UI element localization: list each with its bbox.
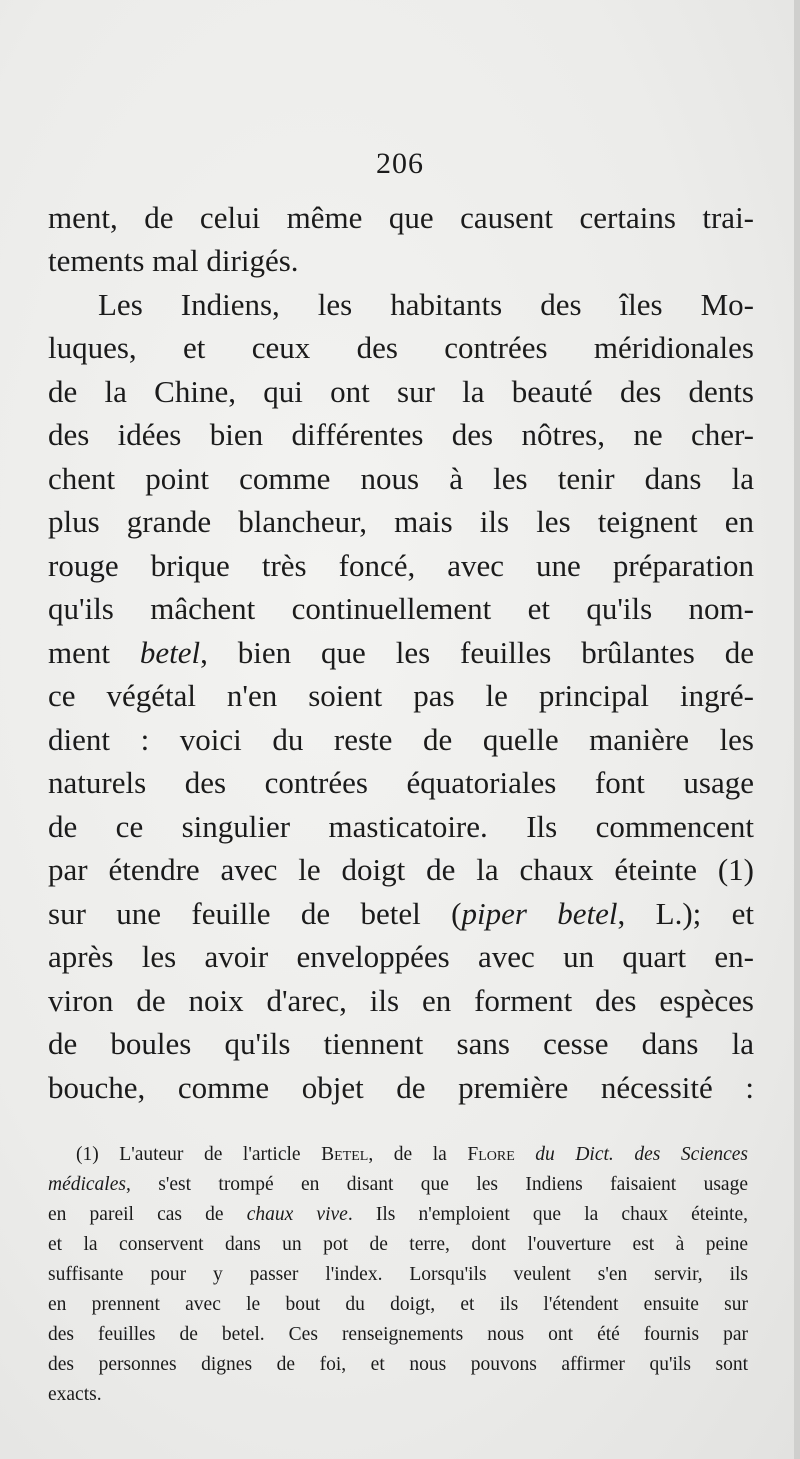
footnote-run: en pareil cas de (48, 1204, 247, 1225)
footnote-line: suffisante pour y passer l'index. Lorsqu'ils veulent s'en servir, ils (48, 1264, 748, 1285)
footnote-line: en prennent avec le bout du doigt, et ils l'étendent ensuite sur (48, 1294, 748, 1315)
footnote-line: des personnes dignes de foi, et nous pouvons affirmer qu'ils sont (48, 1354, 748, 1375)
body-line: Les Indiens, les habitants des îles Mo- (98, 287, 754, 322)
footnote-line (48, 1200, 748, 1230)
body-line: par étendre avec le doigt de la chaux éteinte (1) (48, 852, 754, 887)
footnote-line (76, 1140, 748, 1170)
italic-term: piper betel (461, 896, 618, 931)
body-line: bouche, comme objet de première nécessité : (48, 1070, 754, 1105)
footnote-run: , de la (368, 1144, 468, 1165)
body-line: ment, de celui même que causent certains trai- (48, 200, 754, 235)
body-line: chent point comme nous à les tenir dans la (48, 461, 754, 496)
footnote-run: (1) L'auteur de l'article (76, 1144, 322, 1165)
body-line: qu'ils mâchent continuellement et qu'ils nom- (48, 591, 754, 626)
work-title: du Dict. des Sciences (514, 1144, 748, 1165)
work-name: Flore (467, 1144, 515, 1165)
body-text-run: sur une feuille de betel ( (48, 896, 462, 931)
body-line: luques, et ceux des contrées méridionales (48, 330, 754, 365)
footnote-line (48, 1170, 748, 1200)
page-edge (794, 0, 800, 1459)
body-line: de ce singulier masticatoire. Ils commencent (48, 809, 754, 844)
body-line: plus grande blancheur, mais ils les teignent en (48, 504, 754, 539)
footnote-run: , s'est trompé en disant que les Indiens faisaient usage (125, 1174, 748, 1195)
work-title: médicales (48, 1174, 126, 1195)
body-line: ce végétal n'en soient pas le principal ingré- (48, 678, 754, 713)
body-line (48, 631, 754, 674)
footnote-line: et la conservent dans un pot de terre, dont l'ouverture est à peine (48, 1234, 748, 1255)
body-line: naturels des contrées équatoriales font usage (48, 765, 754, 800)
footnote-line: des feuilles de betel. Ces renseignements nous ont été fournis par (48, 1324, 748, 1345)
body-line: rouge brique très foncé, avec une préparation (48, 548, 754, 583)
article-name: Betel (321, 1144, 369, 1165)
body-text-run: , L.); et (617, 896, 754, 931)
italic-term: chaux vive (246, 1204, 348, 1225)
italic-term: betel (139, 635, 201, 670)
body-line: après les avoir enveloppées avec un quart en- (48, 939, 754, 974)
body-text-run: , bien que les feuilles brûlantes de (200, 635, 754, 670)
footnote-run: . Ils n'emploient que la chaux éteinte, (347, 1204, 748, 1225)
body-line: de la Chine, qui ont sur la beauté des dents (48, 374, 754, 409)
body-line: des idées bien différentes des nôtres, ne cher- (48, 417, 754, 452)
body-line: tements mal dirigés. (48, 243, 299, 278)
page-number: 206 (376, 147, 424, 180)
body-line: de boules qu'ils tiennent sans cesse dans la (48, 1026, 754, 1061)
body-line (48, 892, 754, 935)
body-line: dient : voici du reste de quelle manière les (48, 722, 754, 757)
body-line: viron de noix d'arec, ils en forment des espèces (48, 983, 754, 1018)
footnote-line: exacts. (48, 1384, 102, 1405)
body-text-run: ment (48, 635, 140, 670)
